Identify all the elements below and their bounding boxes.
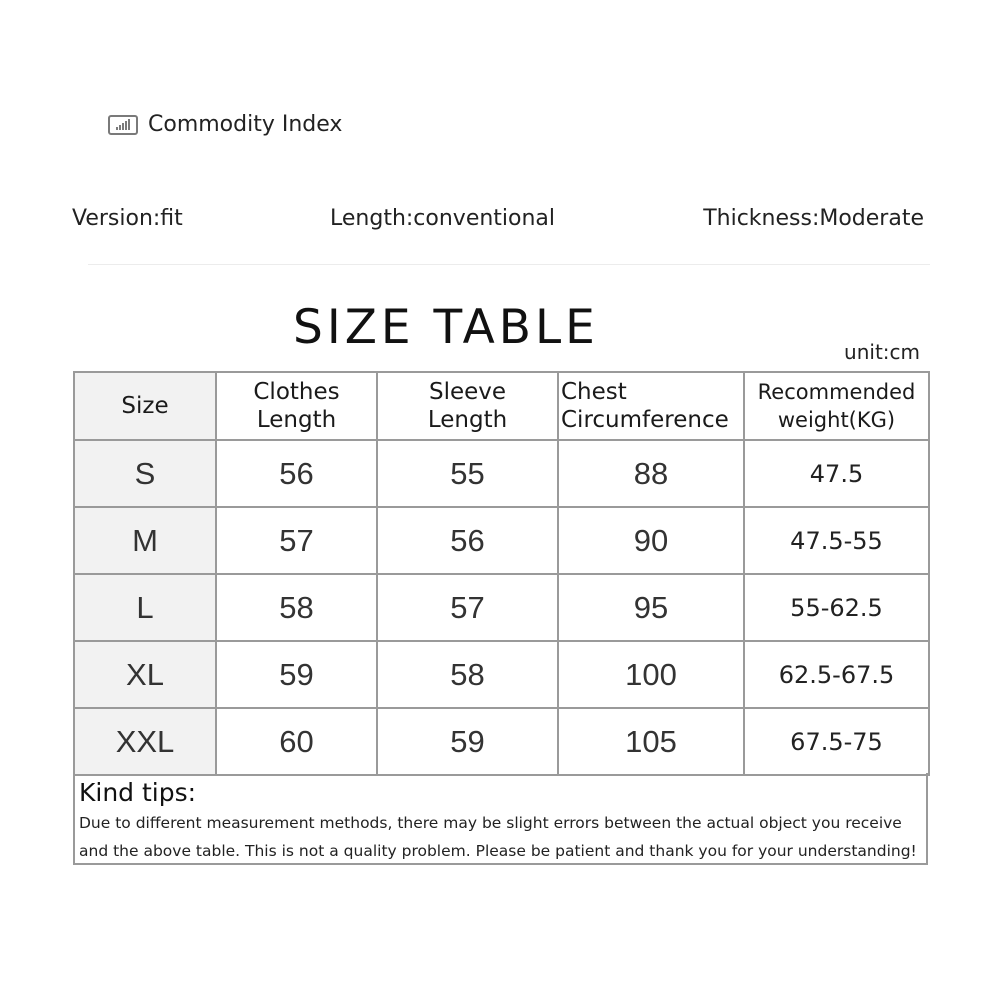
- weight-cell: 55-62.5: [744, 574, 929, 641]
- size-table: [73, 371, 930, 776]
- sleeve-length-cell: 58: [377, 641, 558, 708]
- chest-cell: 105: [558, 708, 744, 775]
- signal-bars-icon: [108, 115, 138, 135]
- weight-cell: 47.5-55: [744, 507, 929, 574]
- chest-cell: 90: [558, 507, 744, 574]
- clothes-length-cell: 59: [216, 641, 377, 708]
- clothes-length-cell: 60: [216, 708, 377, 775]
- length-attribute: Length:conventional: [330, 206, 556, 231]
- table-row: [74, 641, 929, 708]
- kind-tips-line-1: Due to different measurement methods, there may be slight errors between the actual object you receive: [79, 814, 902, 832]
- header-recommended-weight: Recommended weight(KG): [744, 372, 929, 440]
- sleeve-length-cell: 56: [377, 507, 558, 574]
- unit-label: unit:cm: [844, 340, 920, 364]
- sleeve-length-cell: 57: [377, 574, 558, 641]
- sleeve-length-cell: 59: [377, 708, 558, 775]
- kind-tips-title: Kind tips:: [79, 778, 197, 807]
- table-row: [74, 507, 929, 574]
- weight-cell: 62.5-67.5: [744, 641, 929, 708]
- divider: [88, 264, 930, 265]
- chest-cell: 100: [558, 641, 744, 708]
- kind-tips-box: [73, 773, 928, 865]
- size-cell: M: [74, 507, 216, 574]
- clothes-length-cell: 58: [216, 574, 377, 641]
- size-cell: XXL: [74, 708, 216, 775]
- clothes-length-cell: 56: [216, 440, 377, 507]
- sleeve-length-cell: 55: [377, 440, 558, 507]
- clothes-length-cell: 57: [216, 507, 377, 574]
- header-sleeve-length: Sleeve Length: [377, 372, 558, 440]
- weight-cell: 47.5: [744, 440, 929, 507]
- size-cell: XL: [74, 641, 216, 708]
- table-row: [74, 440, 929, 507]
- header-size: Size: [74, 372, 216, 440]
- chest-cell: 95: [558, 574, 744, 641]
- header-chest-circumference: Chest Circumference: [558, 372, 744, 440]
- weight-cell: 67.5-75: [744, 708, 929, 775]
- table-header-row: [74, 372, 929, 440]
- chest-cell: 88: [558, 440, 744, 507]
- version-attribute: Version:fit: [72, 206, 183, 231]
- size-cell: S: [74, 440, 216, 507]
- table-row: [74, 708, 929, 775]
- size-cell: L: [74, 574, 216, 641]
- commodity-index-title: Commodity Index: [148, 112, 343, 137]
- commodity-index-header: [108, 112, 342, 137]
- kind-tips-line-2: and the above table. This is not a quality problem. Please be patient and thank you for your understanding!: [79, 842, 917, 860]
- header-clothes-length: Clothes Length: [216, 372, 377, 440]
- product-attributes: [72, 206, 924, 238]
- thickness-attribute: Thickness:Moderate: [703, 206, 924, 231]
- size-table-title: SIZE TABLE: [293, 300, 599, 355]
- table-row: [74, 574, 929, 641]
